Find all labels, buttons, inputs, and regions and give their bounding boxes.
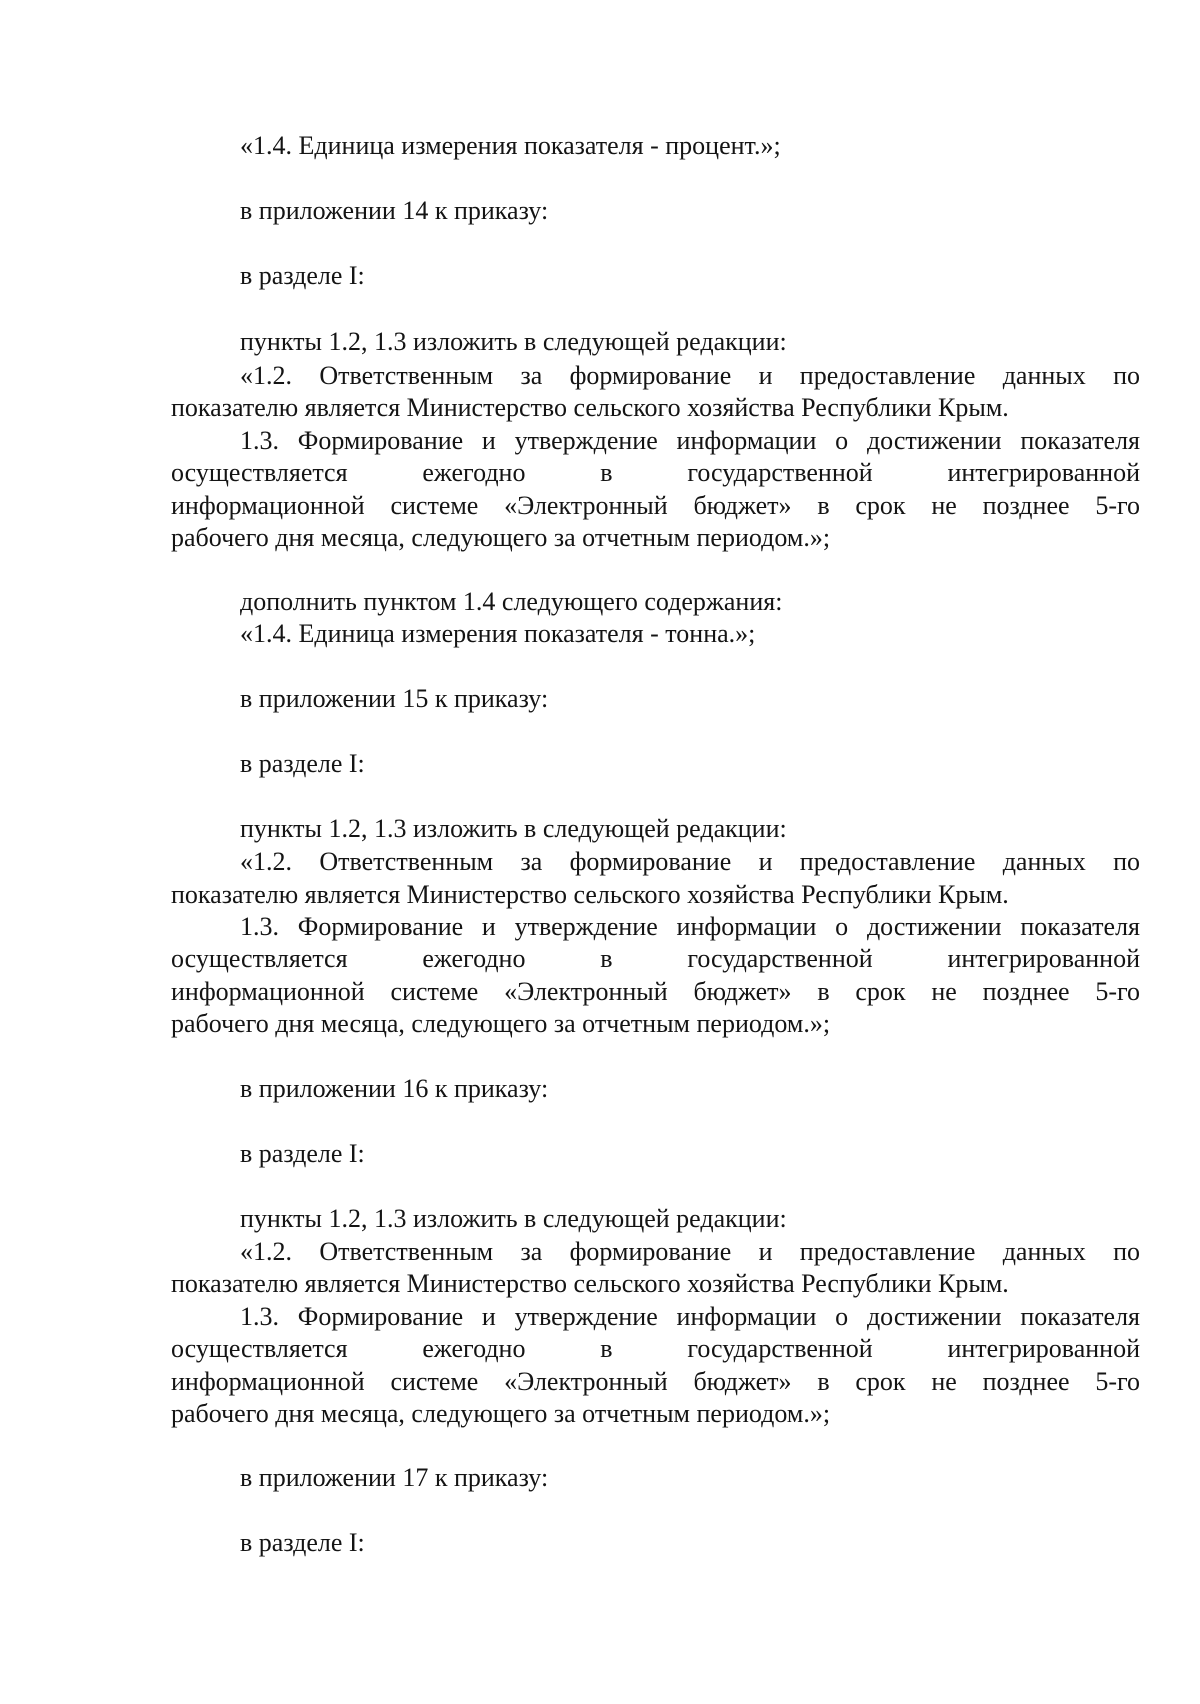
text-line: 1.3. Формирование и утверждение информации о достижении показателя	[240, 426, 1140, 455]
text-line: «1.2. Ответственным за формирование и предоставление данных по	[240, 1237, 1140, 1266]
text-line: дополнить пунктом 1.4 следующего содержания:	[240, 587, 783, 616]
text-line: пункты 1.2, 1.3 изложить в следующей редакции:	[240, 327, 787, 356]
text-line: показателю является Министерство сельского хозяйства Республики Крым.	[171, 1269, 1009, 1298]
text-line: осуществляется ежегодно в государственной интегрированной	[171, 458, 1140, 487]
text-line: рабочего дня месяца, следующего за отчетным периодом.»;	[171, 1009, 831, 1038]
text-line: информационной системе «Электронный бюджет» в срок не позднее 5-го	[171, 491, 1140, 520]
text-line: рабочего дня месяца, следующего за отчетным периодом.»;	[171, 523, 831, 552]
text-line: информационной системе «Электронный бюджет» в срок не позднее 5-го	[171, 977, 1140, 1006]
text-line: информационной системе «Электронный бюджет» в срок не позднее 5-го	[171, 1367, 1140, 1396]
text-line: в приложении 17 к приказу:	[240, 1463, 549, 1492]
text-line: в разделе I:	[240, 749, 365, 778]
text-line: пункты 1.2, 1.3 изложить в следующей редакции:	[240, 814, 787, 843]
text-line: 1.3. Формирование и утверждение информации о достижении показателя	[240, 1302, 1140, 1331]
text-line: показателю является Министерство сельского хозяйства Республики Крым.	[171, 880, 1009, 909]
text-line: «1.2. Ответственным за формирование и предоставление данных по	[240, 361, 1140, 390]
text-line: в приложении 16 к приказу:	[240, 1074, 549, 1103]
text-line: в разделе I:	[240, 1139, 365, 1168]
text-line: 1.3. Формирование и утверждение информации о достижении показателя	[240, 912, 1140, 941]
text-line: в приложении 14 к приказу:	[240, 196, 549, 225]
text-line: осуществляется ежегодно в государственной интегрированной	[171, 1334, 1140, 1363]
text-line: показателю является Министерство сельского хозяйства Республики Крым.	[171, 393, 1009, 422]
text-line: в разделе I:	[240, 261, 365, 290]
text-line: осуществляется ежегодно в государственной интегрированной	[171, 944, 1140, 973]
text-line: в разделе I:	[240, 1528, 365, 1557]
text-line: «1.4. Единица измерения показателя - тонна.»;	[240, 619, 756, 648]
text-line: «1.4. Единица измерения показателя - процент.»;	[240, 131, 781, 160]
text-line: пункты 1.2, 1.3 изложить в следующей редакции:	[240, 1204, 787, 1233]
text-line: рабочего дня месяца, следующего за отчетным периодом.»;	[171, 1399, 831, 1428]
text-line: «1.2. Ответственным за формирование и предоставление данных по	[240, 847, 1140, 876]
text-line: в приложении 15 к приказу:	[240, 684, 549, 713]
